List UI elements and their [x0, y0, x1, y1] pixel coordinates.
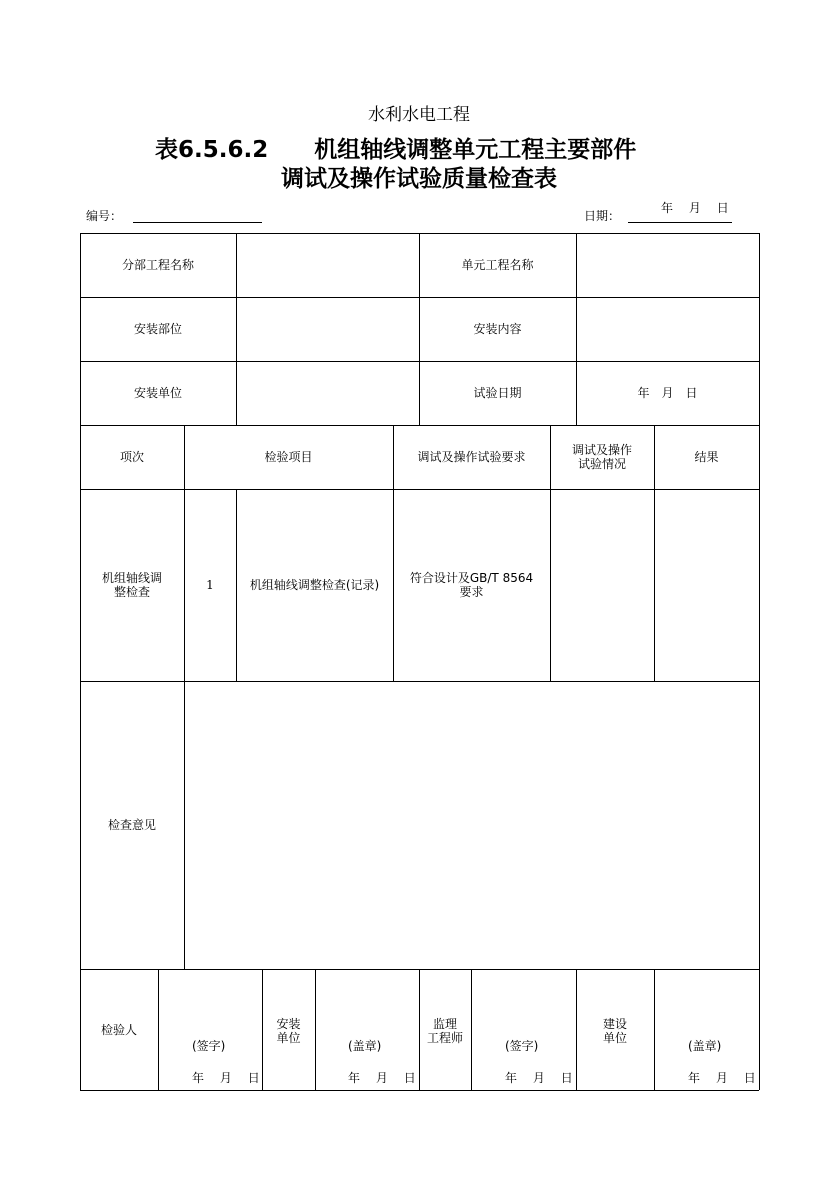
- opinion-content[interactable]: [184, 681, 759, 969]
- install-unit-date-day: 日: [403, 1071, 416, 1085]
- supervisor-date: [499, 1069, 579, 1086]
- install-unit-seal-hint: (盖章): [348, 1039, 382, 1053]
- inspector-date-year: 年: [192, 1071, 205, 1085]
- value-unit-project-name[interactable]: [576, 233, 759, 297]
- header-test-situation-line2: 试验情况: [577, 457, 626, 471]
- header-item-no: 项次: [119, 450, 144, 464]
- label-test-date: 试验日期: [473, 386, 522, 400]
- inspector-date: [186, 1069, 266, 1086]
- check-category-line1: 机组轴线调: [101, 571, 162, 585]
- supervisor-line2: 工程师: [426, 1031, 463, 1045]
- check-category: [80, 489, 184, 681]
- inspector-date-day: 日: [247, 1071, 260, 1085]
- check-item: 机组轴线调整检查(记录): [249, 578, 380, 592]
- header-date-parts: [655, 199, 735, 216]
- check-situation-value[interactable]: [550, 489, 654, 681]
- supervisor-line1: 监理: [432, 1017, 457, 1031]
- document-title-line1: 表6.5.6.2 机组轴线调整单元工程主要部件: [155, 137, 637, 163]
- check-result-value[interactable]: [654, 489, 759, 681]
- date-month-label: 月: [688, 201, 701, 215]
- date-label: 日期：: [584, 209, 621, 223]
- label-install-location: 安装部位: [133, 322, 182, 336]
- header-check-item: 检验项目: [264, 450, 313, 464]
- label-install-content: 安装内容: [473, 322, 522, 336]
- check-index: 1: [206, 578, 214, 592]
- value-sub-project-name[interactable]: [236, 233, 419, 297]
- owner-unit-date-day: 日: [743, 1071, 756, 1085]
- supervisor-label: [419, 1015, 471, 1047]
- install-unit-date-year: 年: [348, 1071, 361, 1085]
- value-install-content[interactable]: [576, 297, 759, 361]
- header-test-situation: [550, 425, 654, 489]
- value-test-date[interactable]: 年 月 日: [637, 386, 698, 400]
- check-requirement-line1: 符合设计及GB/T 8564: [409, 571, 534, 585]
- inspector-sign-hint: (签字): [192, 1039, 226, 1053]
- owner-unit-label: [576, 1015, 654, 1047]
- supervisor-date-day: 日: [560, 1071, 573, 1085]
- owner-unit-date-month: 月: [715, 1071, 728, 1085]
- number-label: 编号：: [86, 209, 123, 223]
- install-unit-line1: 安装: [276, 1017, 301, 1031]
- supervisor-sign-hint: (签字): [505, 1039, 539, 1053]
- label-unit-project-name: 单元工程名称: [461, 258, 534, 272]
- document-title-line2: 调试及操作试验质量检查表: [281, 166, 557, 192]
- check-requirement: [393, 489, 550, 681]
- owner-unit-line1: 建设: [602, 1017, 627, 1031]
- install-unit-date: [342, 1069, 422, 1086]
- label-install-unit: 安装单位: [133, 386, 182, 400]
- inspector-label: 检验人: [100, 1022, 137, 1037]
- opinion-label: 检查意见: [107, 818, 156, 832]
- value-install-unit[interactable]: [236, 361, 419, 425]
- label-sub-project-name: 分部工程名称: [121, 258, 194, 272]
- install-unit-date-month: 月: [375, 1071, 388, 1085]
- owner-unit-seal-hint: (盖章): [688, 1039, 722, 1053]
- date-day-label: 日: [716, 201, 729, 215]
- value-install-location[interactable]: [236, 297, 419, 361]
- header-requirement: 调试及操作试验要求: [417, 450, 526, 464]
- owner-unit-date-year: 年: [688, 1071, 701, 1085]
- supervisor-date-year: 年: [505, 1071, 518, 1085]
- header-result: 结果: [694, 450, 719, 464]
- inspector-date-month: 月: [219, 1071, 232, 1085]
- install-unit-line2: 单位: [276, 1031, 301, 1045]
- document-subtitle: 水利水电工程: [368, 105, 470, 125]
- check-category-line2: 整检查: [113, 585, 150, 599]
- owner-unit-date: [682, 1069, 762, 1086]
- check-requirement-line2: 要求: [459, 585, 484, 599]
- owner-unit-line2: 单位: [602, 1031, 627, 1045]
- number-field[interactable]: [133, 222, 262, 223]
- header-test-situation-line1: 调试及操作: [571, 443, 632, 457]
- date-year-label: 年: [661, 201, 674, 215]
- supervisor-date-month: 月: [532, 1071, 545, 1085]
- date-field[interactable]: [628, 222, 732, 223]
- install-unit-label: [262, 1015, 315, 1047]
